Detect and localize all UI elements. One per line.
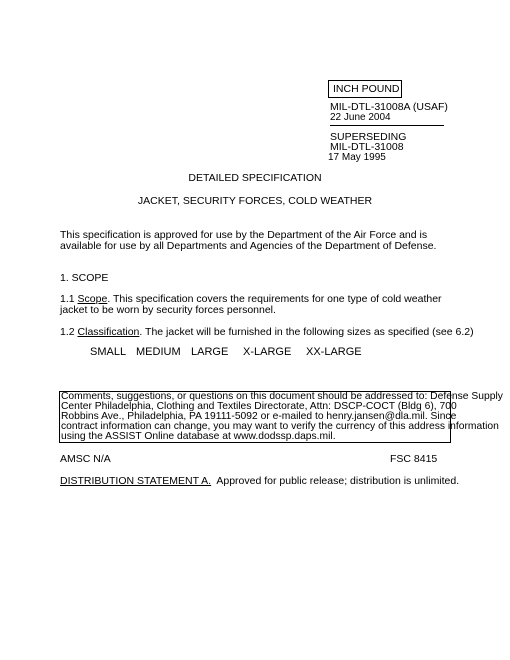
- amsc-label: AMSC N/A: [60, 453, 111, 465]
- size-x-large: X-LARGE: [243, 346, 292, 358]
- document-number: MIL-DTL-31008A (USAF): [330, 101, 448, 113]
- scope-heading: 1. SCOPE: [60, 272, 109, 284]
- distribution-statement: [60, 475, 459, 487]
- section-1-1-text: . This specification covers the requirements for one type of cold weather jacket to be worn by security forces personnel.: [60, 293, 442, 316]
- section-1-1-number: 1.1: [60, 293, 75, 305]
- section-1-1: [60, 294, 455, 316]
- superseded-number: MIL-DTL-31008: [330, 141, 404, 153]
- section-1-2-number: 1.2: [60, 326, 75, 338]
- size-large: LARGE: [191, 346, 229, 358]
- comments-line-3: Robbins Ave., Philadelphia, PA 19111-5092 or e-mailed to henry.jansen@dla.mil. Since: [61, 411, 457, 422]
- comments-line-4: contract information can change, you may want to verify the currency of this address information: [61, 421, 499, 432]
- section-1-2-text: . The jacket will be furnished in the following sizes as specified (see 6.2): [139, 326, 474, 338]
- fsc-label: FSC 8415: [390, 453, 438, 465]
- section-1-1-title: Scope: [77, 293, 108, 305]
- superseded-date: 17 May 1995: [328, 152, 386, 163]
- section-1-2-title: Classification: [77, 326, 140, 338]
- comments-line-2: Center Philadelphia, Clothing and Textiles Directorate, Attn: DSCP-COCT (Bldg 6), 700: [61, 401, 457, 412]
- size-medium: MEDIUM: [136, 346, 181, 358]
- superseding-label: SUPERSEDING: [330, 131, 407, 143]
- inch-pound-box: [328, 80, 402, 98]
- inch-pound-label: INCH POUND: [333, 83, 400, 95]
- section-1-2: [60, 326, 474, 338]
- size-small: SMALL: [90, 346, 127, 358]
- approval-paragraph: This specification is approved for use by the Department of the Air Force and is available for use by all Departments and Agencies of the Department of Defense.: [60, 229, 437, 252]
- title-line-1: DETAILED SPECIFICATION: [188, 172, 322, 184]
- document-date: 22 June 2004: [330, 112, 391, 123]
- header-divider: [330, 125, 444, 126]
- comments-line-5: using the ASSIST Online database at www.dodssp.daps.mil.: [61, 431, 336, 442]
- distribution-label: DISTRIBUTION STATEMENT A.: [60, 475, 212, 487]
- distribution-text: Approved for public release; distribution is unlimited.: [211, 475, 460, 487]
- title-line-2: JACKET, SECURITY FORCES, COLD WEATHER: [137, 195, 373, 207]
- size-xx-large: XX-LARGE: [306, 346, 362, 358]
- comments-box: [59, 391, 503, 443]
- comments-line-1: Comments, suggestions, or questions on this document should be addressed to: Defense Supply: [61, 391, 503, 402]
